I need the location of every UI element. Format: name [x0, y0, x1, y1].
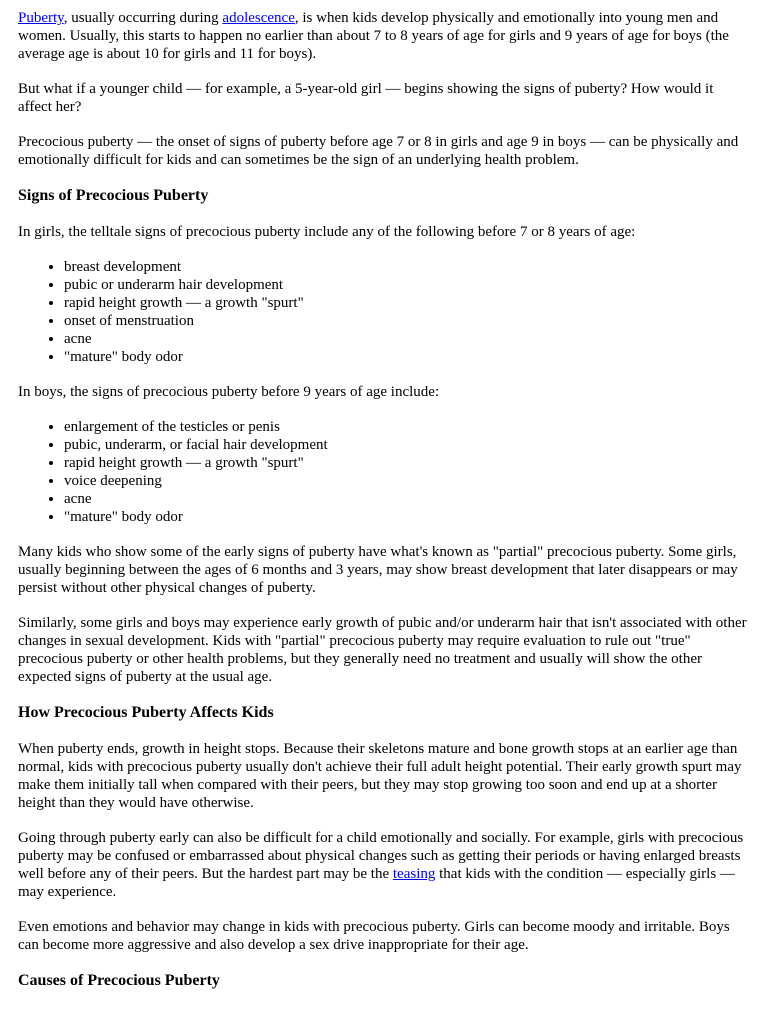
signs-heading: Signs of Precocious Puberty: [18, 187, 209, 204]
girls-intro: In girls, the telltale signs of precocious puberty include any of the following before 7 or 8 years of age:: [18, 224, 636, 240]
intro-paragraph: Puberty, usually occurring during adolescence, is when kids develop physically and emotionally into young men and women. Usually, this starts to happen no earlier than about 7 to 8 years of age for girls and 9 years of age for boys (the average age is about 10 for girls and 11 for boys).: [18, 10, 729, 62]
list-item: • pubic or underarm hair development: [64, 276, 750, 294]
growth-paragraph: When puberty ends, growth in height stops. Because their skeletons mature and bone growth stops at an earlier age than normal, kids with precocious puberty usually don't achieve their full adult height potential. Their early growth spurt may make them initially tall when compared with their peers, but they may stop growing too soon and end up at a shorter height than they would have otherwise.: [18, 741, 742, 811]
puberty-link[interactable]: Puberty: [18, 10, 64, 26]
list-item: • pubic, underarm, or facial hair development: [64, 436, 750, 454]
list-item: • "mature" body odor: [64, 508, 750, 526]
list-item: • voice deepening: [64, 472, 750, 490]
teasing-link[interactable]: teasing: [392, 866, 436, 882]
list-item: • "mature" body odor: [64, 348, 750, 366]
list-item: • enlargement of the testicles or penis: [64, 418, 750, 436]
question-paragraph: But what if a younger child — for example, a 5-year-old girl — begins showing the signs of puberty? How would it affect her?: [18, 81, 714, 115]
definition-paragraph: Precocious puberty — the onset of signs of puberty before age 7 or 8 in girls and age 9 in boys — can be physically and emotionally difficult for kids and can sometimes be the sign of an underlying health problem.: [18, 134, 739, 168]
list-item: • onset of menstruation: [64, 312, 750, 330]
list-item: • acne: [64, 330, 750, 348]
list-item: • rapid height growth — a growth "spurt": [64, 454, 750, 472]
list-item: • breast development: [64, 258, 750, 276]
partial-puberty-paragraph: Many kids who show some of the early signs of puberty have what's known as "partial" precocious puberty. Some girls, usually beginning between the ages of 6 months and 3 years, may show breast development that later disappears or may persist without other physical changes of puberty.: [18, 544, 738, 596]
causes-heading: Causes of Precocious Puberty: [18, 972, 220, 989]
emotions-paragraph: Even emotions and behavior may change in kids with precocious puberty. Girls can become moody and irritable. Boys can become more aggressive and also develop a sex drive inappropriate for their age.: [18, 919, 730, 953]
girls-signs-list: [18, 258, 750, 366]
list-item: • acne: [64, 490, 750, 508]
affects-heading: How Precocious Puberty Affects Kids: [18, 704, 274, 721]
similarly-paragraph: Similarly, some girls and boys may experience early growth of pubic and/or underarm hair that isn't associated with other changes in sexual development. Kids with "partial" precocious puberty may require evaluation to rule out "true" precocious puberty or other health problems, but they generally need no treatment and usually will show the other expected signs of puberty at the usual age.: [18, 615, 747, 685]
list-item: • rapid height growth — a growth "spurt": [64, 294, 750, 312]
adolescence-link[interactable]: adolescence: [222, 10, 295, 26]
boys-signs-list: [18, 418, 750, 526]
social-paragraph: Going through puberty early can also be difficult for a child emotionally and socially. For example, girls with precocious puberty may be confused or embarrassed about physical changes such as getting their periods or having enlarged breasts well before any of their peers. But the hardest part may be the teasing that kids with the condition — especially girls — may experience.: [18, 830, 744, 900]
boys-intro: In boys, the signs of precocious puberty before 9 years of age include:: [18, 384, 440, 400]
